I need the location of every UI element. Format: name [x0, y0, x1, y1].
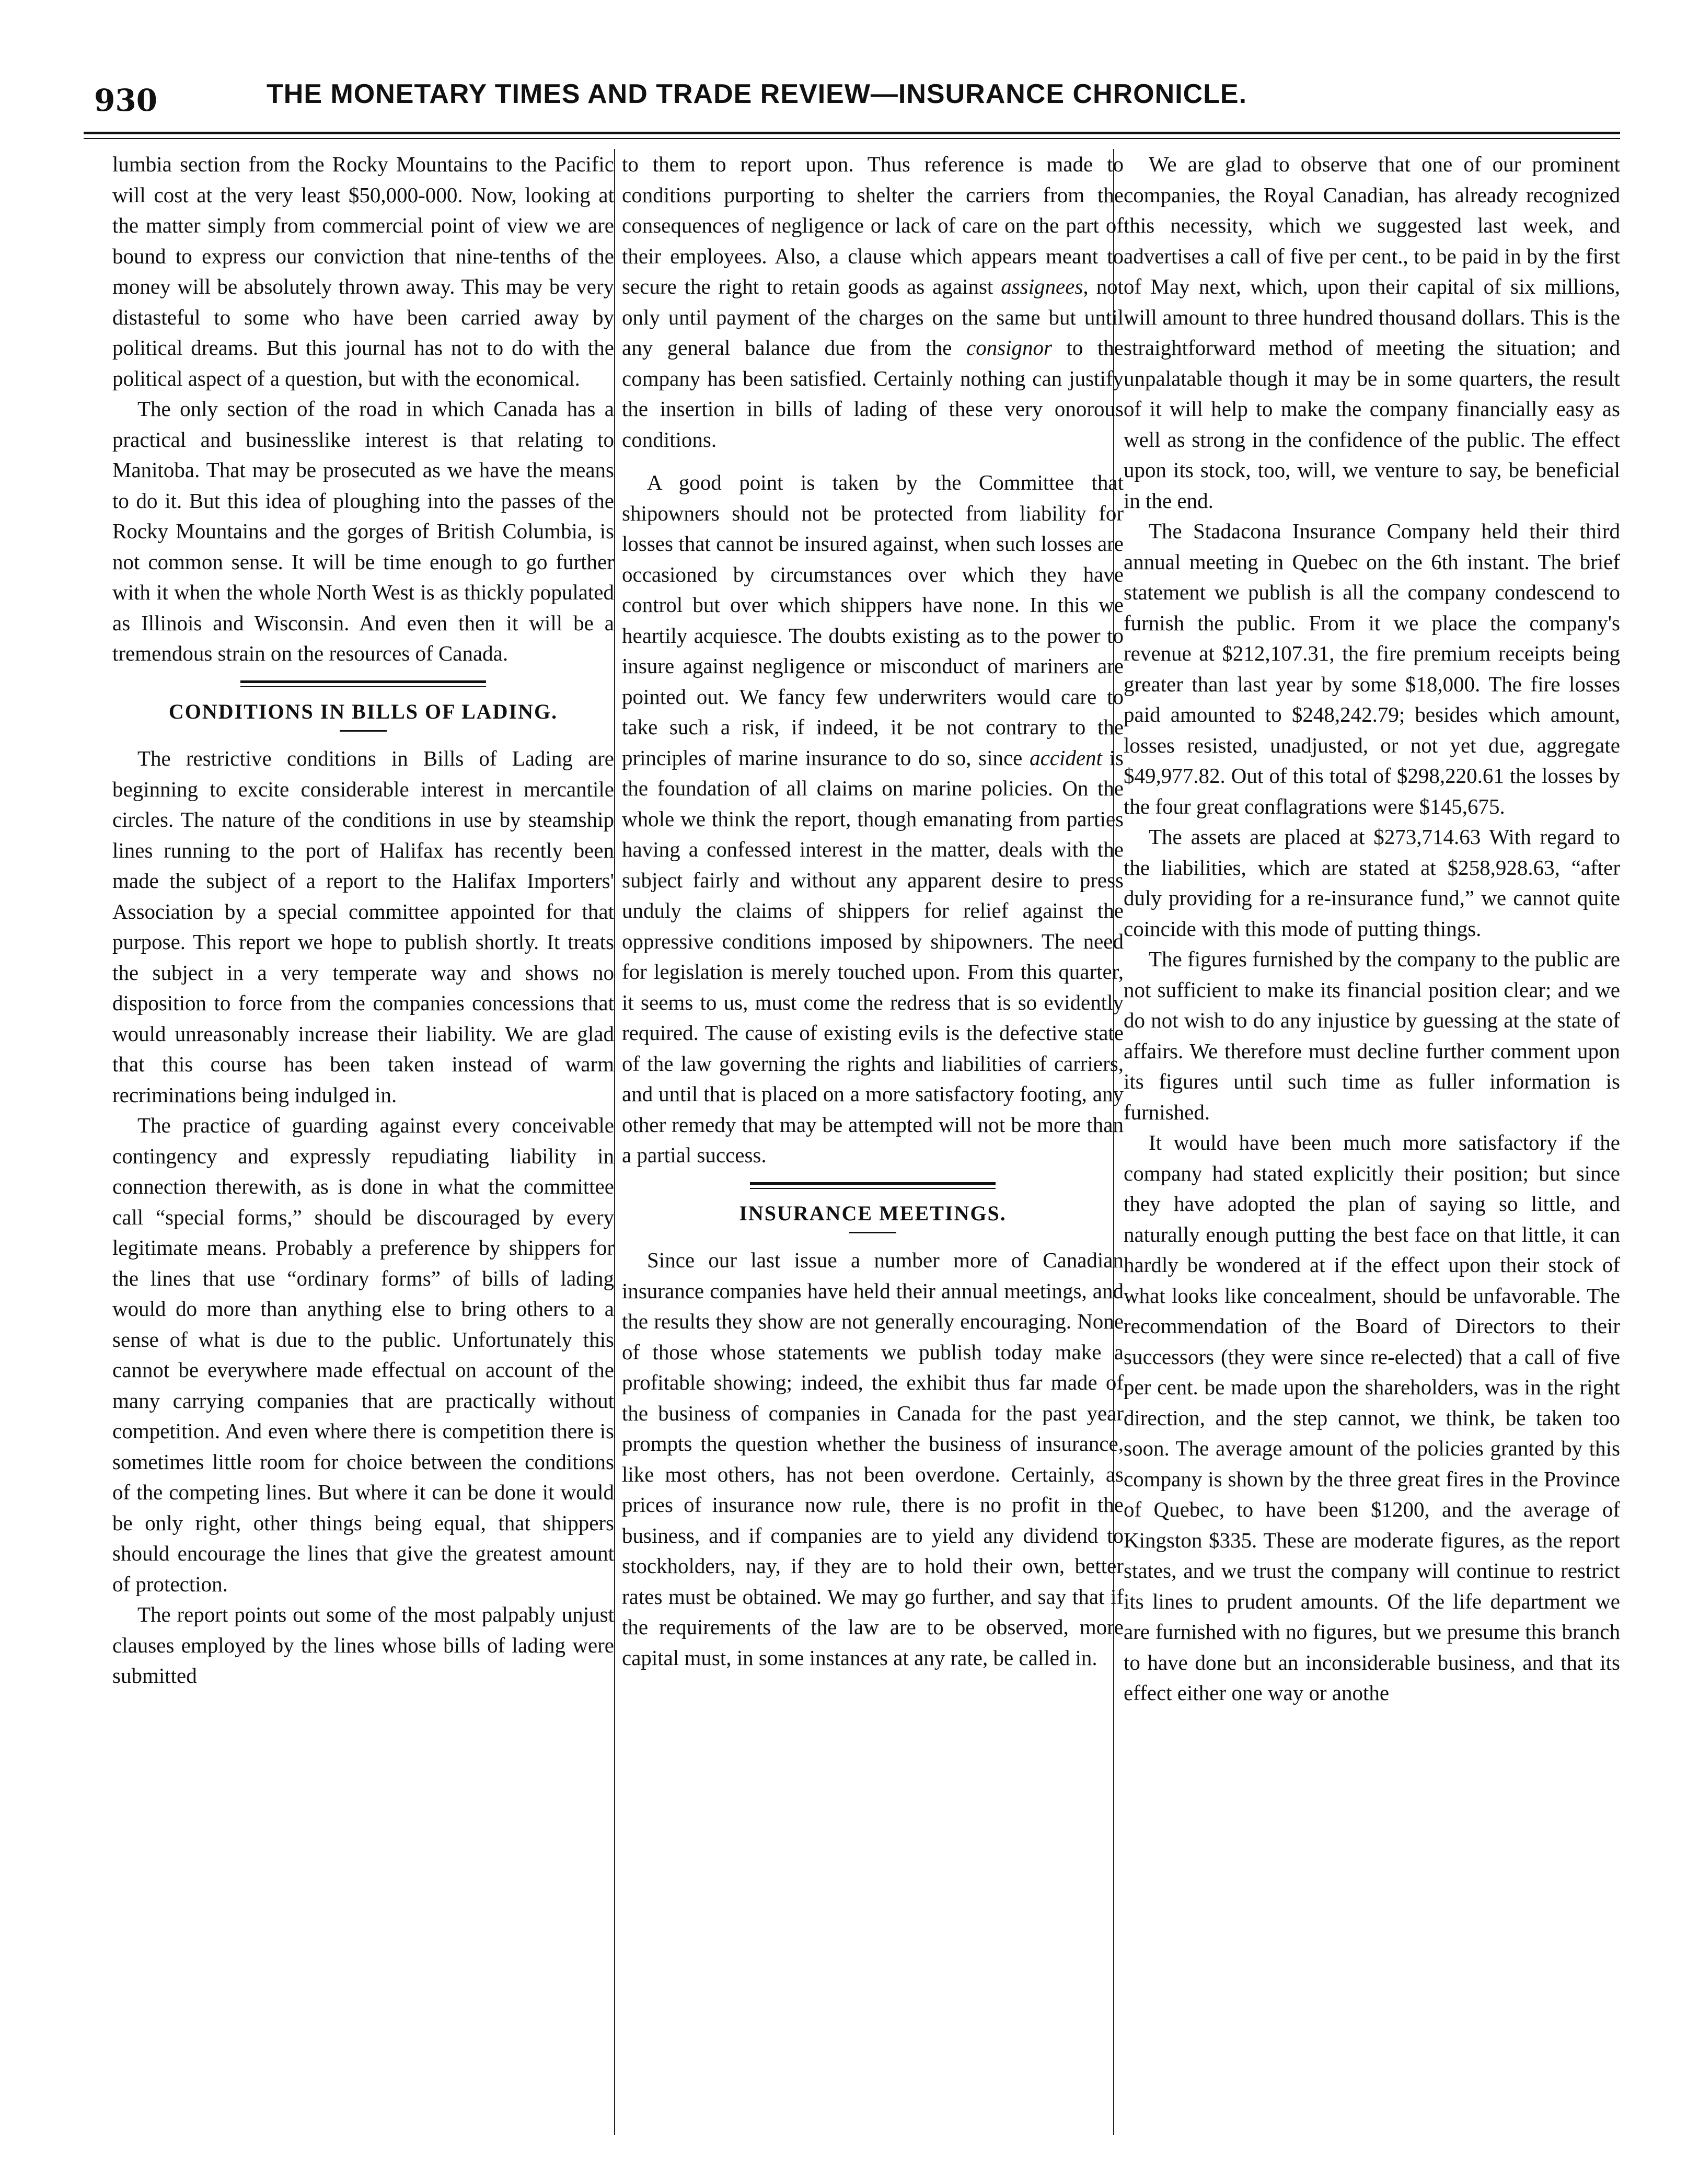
column-left [112, 149, 614, 2135]
paragraph: The assets are placed at $273,714.63 With regard to the liabilities, which are stated at $258,928.63, “after duly providing for a re-insurance fund,” we cannot quite coincide with this mode of putting things. [1124, 825, 1620, 941]
section-separator [750, 1182, 996, 1189]
paragraph: The practice of guarding against every conceivable contingency and expressly repudiating liability in connection therewith, as is done in what the committee call “special forms,” should be discouraged by every legitimate means. Probably a preference by shippers for the lines that use “ordinary forms” of bills of lading would do more than anything else to bring others to a sense of what is due to the public. Unfortunately this cannot be everywhere made effectual on account of the many carrying companies that are practically without competition. And even where there is competition there is sometimes little room for choice between the conditions of the competing lines. But where it can be done it would be only right, other things being equal, that shippers should encourage the lines that give the greatest amount of protection. [112, 1113, 614, 1596]
heading-rule [340, 730, 387, 732]
text-run: is the foundation of all claims on marine policies. On the whole we think the report, though emanating from parties having a confessed interest in the matter, deals with the subject fairly and without any apparent desire to press unduly the claims of shippers for relief against the oppressive conditions imposed by shipowners. The need for legislation is merely touched upon. From this quarter, it seems to us, must come the redress that is so evidently required. The cause of existing evils is the defective state of the law governing the rights and liabilities of carriers, and until that is placed on a more satisfactory footing, any other remedy that may be attempted will not be more than a partial success. [622, 745, 1124, 1167]
italic-term: assignees [1001, 274, 1083, 298]
text-run: to them to report upon. Thus reference is made to conditions purporting to shelter the carriers from the consequences of negligence or lack of care on the part of their employees. Also, a clause which appears meant to secure the right to retain goods as against [622, 152, 1124, 298]
section-heading: CONDITIONS IN BILLS OF LADING. [168, 699, 558, 723]
paragraph: It would have been much more satisfactory if the company had stated explicitly their position; but since they have adopted the plan of saying so little, and naturally enough putting the best face on that little, it can hardly be wondered at if the effect upon their stock of what looks like concealment, should be unfavorable. The recommendation of the Board of Directors to their successors (they were since re-elected) that a call of five per cent. be made upon the shareholders, was in the right direction, and the step cannot, we think, be taken too soon. The average amount of the policies granted by this company is shown by the three great fires in the Province of Quebec, to have been $1200, and the average of Kingston $335. These are moderate figures, as the report states, and we trust the company will continue to restrict its lines to prudent amounts. Of the life department we are furnished with no figures, but we presume this branch to have done but an inconsiderable business, and that its effect either one way or anothe [1124, 1130, 1620, 1705]
column-divider [614, 149, 615, 2135]
paragraph: The only section of the road in which Canada has a practical and businesslike interest is that relating to Manitoba. That may be prosecuted as we have the means to do it. But this idea of ploughing into the passes of the Rocky Mountains and the gorges of British Columbia, is not common sense. It will be time enough to go further with it when the whole North West is as thickly populated as Illinois and Wisconsin. And even then it will be a tremendous strain on the resources of Canada. [112, 397, 614, 665]
page-header [84, 78, 1615, 125]
header-rule-thin [84, 138, 1620, 139]
paragraph: The figures furnished by the company to the public are not sufficient to make its financial position clear; and we do not wish to do any injustice by guessing at the state of affairs. We therefore must decline further comment upon its figures until such time as fuller information is furnished. [1124, 947, 1620, 1124]
italic-term: consignor [966, 336, 1053, 360]
text-run: A good point is taken by the Committee that shipowners should not be protected from liability for losses that cannot be insured against, when such losses are occasioned by circumstances over which they have control but over which shippers have none. In this we heartily acquiesce. The doubts existing as to the power to insure against negligence or misconduct of mariners are pointed out. We fancy few underwriters would care to take such a risk, if indeed, it be not contrary to the principles of marine insurance to do so, since [622, 470, 1124, 770]
section-heading: INSURANCE MEETINGS. [739, 1201, 1007, 1225]
italic-term: accident [1030, 745, 1102, 770]
running-title: THE MONETARY TIMES AND TRADE REVIEW—INSURANCE CHRONICLE. [267, 79, 1247, 109]
paragraph: The report points out some of the most palpably unjust clauses employed by the lines whose bills of lading were submitted [112, 1602, 614, 1688]
header-rule [84, 132, 1620, 134]
column-right [1124, 149, 1620, 2135]
heading-rule [849, 1232, 896, 1233]
paragraph: The restrictive conditions in Bills of Lading are beginning to excite considerable interest in mercantile circles. The nature of the conditions in use by steamship lines running to the port of Halifax has recently been made the subject of a report to the Halifax Importers' Association by a special committee appointed for that purpose. This report we hope to publish shortly. It treats the subject in a very temperate way and shows no disposition to force from the companies concessions that would unreasonably increase their liability. We are glad that this course has been taken instead of warm recriminations being indulged in. [112, 746, 614, 1107]
paragraph: We are glad to observe that one of our prominent companies, the Royal Canadian, has already recognized this necessity, which we suggested last week, and advertises a call of five per cent., to be paid in by the first of May next, which, upon their capital of six millions, will amount to three hundred thousand dollars. This is the straightforward method of meeting the situation; and unpalatable though it may be in some quarters, the result of it will help to make the company financially easy as well as strong in the confidence of the public. The effect upon its stock, too, will, we venture to say, be beneficial in the end. [1124, 152, 1620, 513]
paragraph [622, 149, 1124, 455]
paragraph [622, 467, 1124, 1171]
page-number: 930 [94, 83, 158, 118]
paragraph: lumbia section from the Rocky Mountains to the Pacific will cost at the very least $50,000-000. Now, looking at the matter simply from commercial point of view we are bound to express our conviction that nine-tenths of the money will be absolutely thrown away. This may be very distasteful to some who have been carried away by political dreams. But this journal has not to do with the political aspect of a question, but with the economical. [112, 152, 614, 390]
text-run: to the company has been satisfied. Certainly nothing can justify the insertion in bills of lading of these very onorous conditions. [622, 336, 1124, 452]
section-separator [240, 680, 486, 687]
column-middle [622, 149, 1124, 2135]
paragraph: The Stadacona Insurance Company held their third annual meeting in Quebec on the 6th instant. The brief statement we publish is all the company condescend to furnish the public. From it we place the company's revenue at $212,107.31, the fire premium receipts being greater than last year by some $18,000. The fire losses paid amounted to $248,242.79; besides which amount, losses resisted, unadjusted, or not yet due, aggregate $49,977.82. Out of this total of $298,220.61 the losses by the four great conflagrations were $145,675. [1124, 519, 1620, 818]
text-run: , not only until payment of the charges on the same but until any general balance due from the [622, 274, 1124, 360]
paragraph: Since our last issue a number more of Canadian insurance companies have held their annual meetings, and the results they show are not generally encouraging. None of those whose statements we publish today make a profitable showing; indeed, the exhibit thus far made of the business of companies in Canada for the past year prompts the question whether the business of insurance, like most others, has not been overdone. Certainly, as prices of insurance now rule, there is no profit in the business, and if companies are to yield any dividend to stockholders, nay, if they are to hold their own, better rates must be obtained. We may go further, and say that if the requirements of the law are to be observed, more capital must, in some instances at any rate, be called in. [622, 1248, 1124, 1670]
